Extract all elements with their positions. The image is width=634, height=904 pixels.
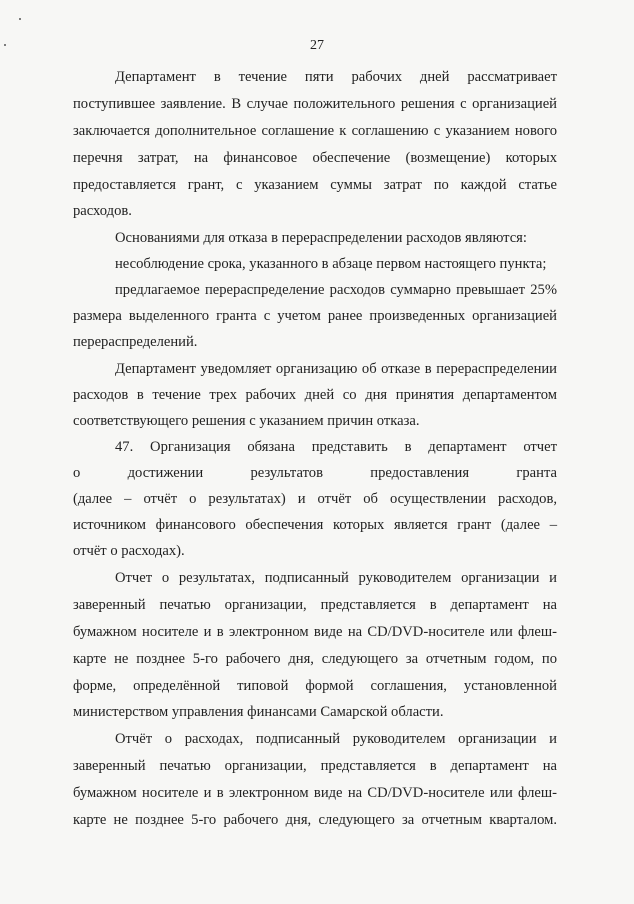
text-line: предоставляется грант, с указанием суммы затрат по каждой статье: [73, 177, 557, 193]
text-line: перечня затрат, на финансовое обеспечение (возмещение) которых: [73, 150, 557, 166]
text-line: перераспределений.: [73, 334, 198, 350]
text-line: о достижении результатов предоставления гранта: [73, 465, 557, 481]
text-line: (далее – отчёт о результатах) и отчёт об осуществлении расходов,: [73, 491, 557, 507]
text-line: бумажном носителе и в электронном виде на CD/DVD-носителе или флеш-: [73, 624, 557, 640]
text-line: Отчёт о расходах, подписанный руководителем организации и: [115, 731, 557, 747]
text-line: Отчет о результатах, подписанный руководителем организации и: [115, 570, 557, 586]
text-line: расходов в течение трех рабочих дней со дня принятия департаментом: [73, 387, 557, 403]
text-line: расходов.: [73, 203, 132, 219]
text-line: соответствующего решения с указанием причин отказа.: [73, 413, 420, 429]
text-line: заверенный печатью организации, представляется в департамент на: [73, 597, 557, 613]
text-line: бумажном носителе и в электронном виде на CD/DVD-носителе или флеш-: [73, 785, 557, 801]
text-line: источником финансового обеспечения которых является грант (далее –: [73, 517, 557, 533]
text-line: форме, определённой типовой формой соглашения, установленной: [73, 678, 557, 694]
text-line: поступившее заявление. В случае положительного решения с организацией: [73, 96, 557, 112]
text-line: министерством управления финансами Самарской области.: [73, 704, 444, 720]
text-line: Департамент уведомляет организацию об отказе в перераспределении: [115, 361, 557, 377]
text-line: отчёт о расходах).: [73, 543, 185, 559]
text-line: заверенный печатью организации, представляется в департамент на: [73, 758, 557, 774]
page-number: 27: [310, 38, 324, 53]
text-line: предлагаемое перераспределение расходов суммарно превышает 25%: [115, 282, 557, 298]
text-line: карте не позднее 5-го рабочего дня, следующего за отчетным кварталом.: [73, 812, 557, 828]
scan-speck: [19, 18, 21, 20]
text-line: 47. Организация обязана представить в департамент отчет: [115, 439, 557, 455]
text-line: Департамент в течение пяти рабочих дней рассматривает: [115, 69, 557, 85]
text-line: несоблюдение срока, указанного в абзаце первом настоящего пункта;: [115, 256, 547, 272]
text-line: Основаниями для отказа в перераспределении расходов являются:: [115, 230, 527, 246]
text-line: карте не позднее 5-го рабочего дня, следующего за отчетным годом, по: [73, 651, 557, 667]
text-line: размера выделенного гранта с учетом ранее произведенных организацией: [73, 308, 557, 324]
text-line: заключается дополнительное соглашение к соглашению с указанием нового: [73, 123, 557, 139]
